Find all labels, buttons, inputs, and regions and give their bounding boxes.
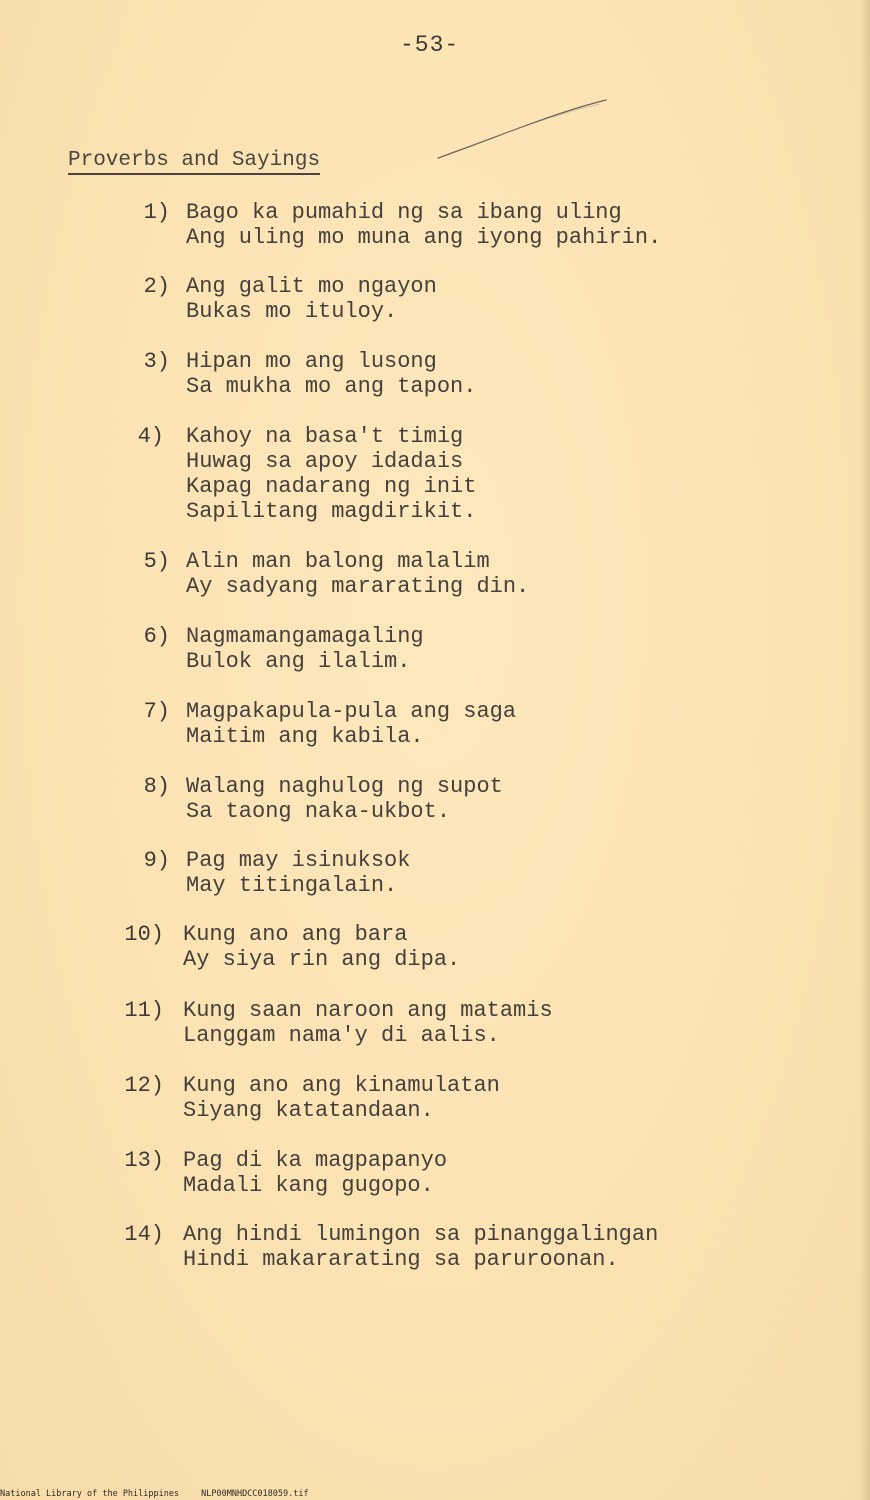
proverb-line: Kung ano ang bara: [183, 922, 408, 947]
proverb-line: Ang galit mo ngayon: [186, 274, 437, 299]
proverb-line: Magpakapula-pula ang saga: [186, 699, 517, 724]
proverb-line: Bago ka pumahid ng sa ibang uling: [186, 200, 622, 225]
proverb-text: [186, 699, 516, 749]
proverb-line: Ang hindi lumingon sa pinanggalingan: [183, 1222, 659, 1247]
proverb-text: [183, 922, 460, 972]
page-number: -53-: [400, 32, 460, 58]
section-heading: Proverbs and Sayings: [68, 150, 320, 175]
pencil-stroke-mark: [430, 96, 610, 166]
proverb-line: Kung ano ang kinamulatan: [183, 1073, 500, 1098]
proverb-line: Nagmamangamagaling: [186, 624, 424, 649]
proverb-number: 12): [124, 1073, 164, 1098]
proverb-line: Kapag nadarang ng init: [186, 474, 477, 499]
proverb-line: Kahoy na basa't timig: [186, 424, 464, 449]
proverb-number: 1): [143, 200, 170, 225]
proverb-text: [186, 200, 661, 250]
proverb-number: 3): [143, 349, 170, 374]
proverb-number: 2): [143, 274, 170, 299]
proverb-number: 8): [143, 774, 170, 799]
proverb-text: [186, 848, 410, 898]
proverb-line: Maitim ang kabila.: [186, 724, 424, 749]
proverb-line: Ay sadyang mararating din.: [186, 574, 530, 599]
proverb-text: [186, 274, 437, 324]
proverb-line: Sa taong naka-ukbot.: [186, 799, 451, 824]
footer-institution: National Library of the Philippines: [0, 1489, 180, 1499]
proverb-number: 9): [143, 848, 170, 873]
proverb-line: Walang naghulog ng supot: [186, 774, 503, 799]
proverb-text: [183, 1073, 500, 1123]
proverb-number: 14): [124, 1222, 164, 1247]
proverb-number: 5): [143, 549, 170, 574]
proverb-line: Hipan mo ang lusong: [186, 349, 437, 374]
proverb-line: Pag di ka magpapanyo: [183, 1148, 448, 1173]
proverb-line: Langgam nama'y di aalis.: [183, 1023, 500, 1048]
proverb-line: Huwag sa apoy idadais: [186, 449, 464, 474]
proverb-line: Hindi makararating sa paruroonan.: [183, 1247, 619, 1272]
proverb-line: Alin man balong malalim: [186, 549, 490, 574]
proverb-line: Bukas mo ituloy.: [186, 299, 398, 324]
proverb-text: [186, 624, 424, 674]
proverb-line: Madali kang gugopo.: [183, 1173, 434, 1198]
proverb-line: Ay siya rin ang dipa.: [183, 947, 461, 972]
proverb-text: [183, 1148, 447, 1198]
proverb-text: [183, 1222, 658, 1272]
footer-filename: NLP00MNHDCC018059.tif: [201, 1489, 309, 1499]
page-edge-shadow: [860, 0, 870, 1500]
proverb-line: May titingalain.: [186, 873, 398, 898]
proverb-text: [186, 774, 503, 824]
proverb-text: [186, 549, 529, 599]
proverb-line: Siyang katatandaan.: [183, 1098, 434, 1123]
proverb-text: [186, 349, 476, 399]
proverb-line: Kung saan naroon ang matamis: [183, 998, 553, 1023]
proverb-number: 7): [143, 699, 170, 724]
proverb-number: 6): [143, 624, 170, 649]
proverb-text: [183, 998, 553, 1048]
proverb-number: 10): [124, 922, 164, 947]
proverb-line: Sapilitang magdirikit.: [186, 499, 477, 524]
proverb-line: Pag may isinuksok: [186, 848, 411, 873]
proverb-text: [186, 424, 476, 524]
scan-footer: [0, 1489, 309, 1499]
proverb-line: Ang uling mo muna ang iyong pahirin.: [186, 225, 662, 250]
proverb-number: 4): [137, 424, 164, 449]
proverb-line: Bulok ang ilalim.: [186, 649, 411, 674]
proverb-number: 13): [124, 1148, 164, 1173]
proverb-line: Sa mukha mo ang tapon.: [186, 374, 477, 399]
proverb-number: 11): [124, 998, 164, 1023]
